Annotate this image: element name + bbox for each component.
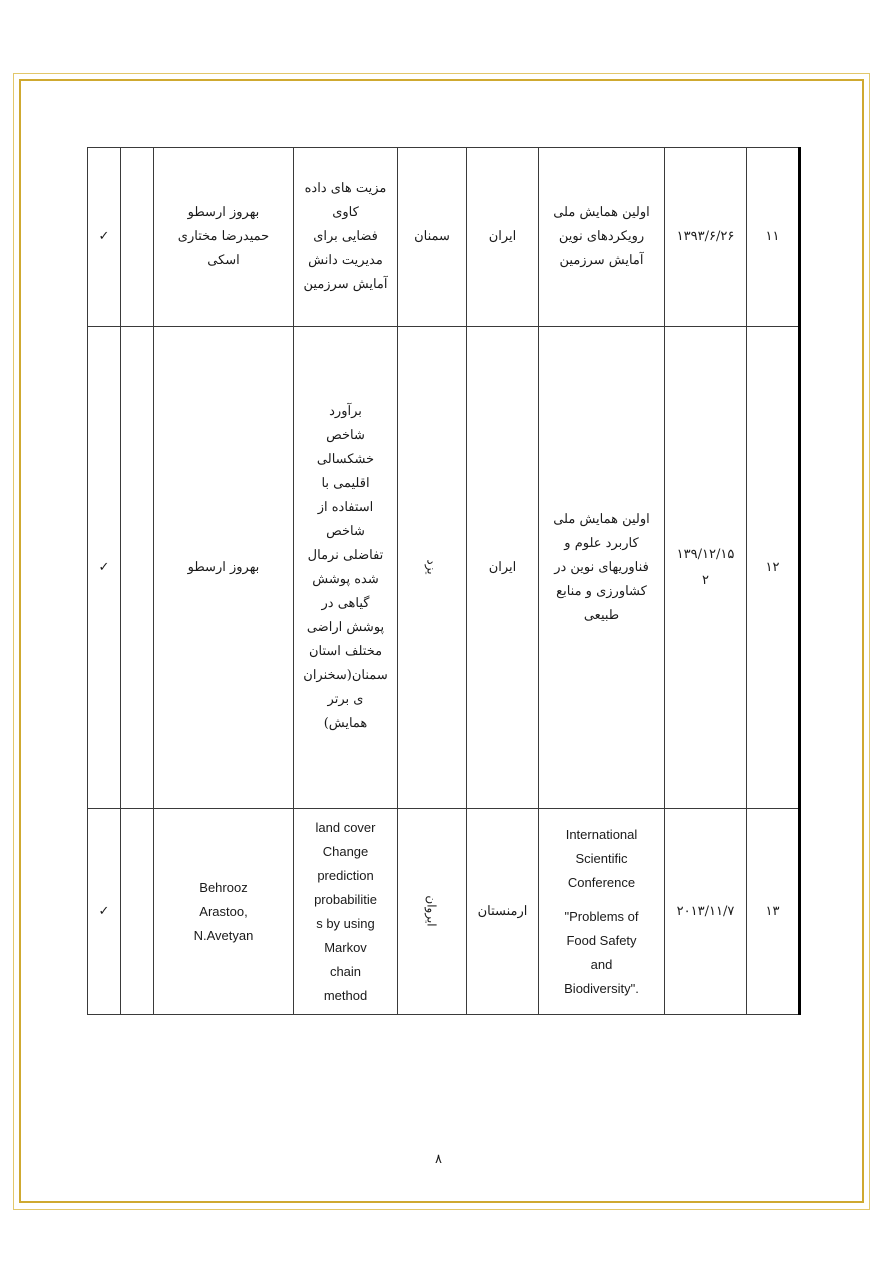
city-cell — [398, 327, 467, 809]
conference-line: آمایش سرزمین — [559, 253, 644, 268]
date-text-continued: ۲ — [702, 572, 709, 588]
table-row — [88, 809, 800, 1015]
city-text-rotated: ایروان — [425, 895, 439, 927]
check-mark-icon: ✓ — [88, 148, 121, 327]
city-text-rotated: یزد — [425, 559, 439, 575]
title-line: شاخص — [326, 427, 365, 443]
title-line: گیاهی در — [321, 595, 370, 611]
title-line: land cover — [315, 819, 376, 835]
conference-line: Scientific — [575, 850, 628, 866]
paper-title-cell — [294, 148, 398, 327]
date-text: ۲۰۱۳/۱۱/۷ — [676, 903, 735, 919]
title-line: مدیریت دانش — [308, 253, 383, 268]
title-line: آمایش سرزمین — [303, 277, 388, 292]
conference-line: کاربرد علوم و — [564, 535, 639, 551]
paper-title-cell — [294, 327, 398, 809]
date-text: ۱۳۹۳/۶/۲۶ — [676, 229, 735, 244]
check-mark-icon: ✓ — [88, 327, 121, 809]
title-line: پوشش اراضی — [306, 619, 385, 635]
conference-line: Food Safety — [566, 932, 637, 948]
conference-line: رویکردهای نوین — [558, 229, 645, 244]
check-mark-icon: ✓ — [88, 809, 121, 1015]
empty-cell — [121, 148, 154, 327]
table-row — [88, 327, 800, 809]
country-cell: ارمنستان — [467, 809, 539, 1015]
author-line: اسکی — [207, 253, 240, 268]
row-number-cell: ۱۲ — [747, 327, 800, 809]
author-line: بهروز ارسطو — [187, 205, 260, 220]
title-line: برآورد — [329, 403, 362, 419]
conference-cell — [539, 148, 665, 327]
date-cell — [665, 148, 747, 327]
country-cell: ایران — [467, 148, 539, 327]
conference-line: اولین همایش ملی — [553, 511, 650, 527]
authors-cell — [154, 809, 294, 1015]
title-line: chain — [329, 963, 362, 979]
conference-line: "Problems of — [564, 908, 639, 924]
empty-cell — [121, 809, 154, 1015]
author-line: Arastoo, — [199, 903, 248, 919]
title-line: سمنان(سخنران — [303, 667, 388, 683]
title-line: ی برتر — [327, 691, 364, 707]
city-cell — [398, 809, 467, 1015]
title-line: کاوی — [332, 205, 359, 220]
country-cell: ایران — [467, 327, 539, 809]
city-cell: سمنان — [398, 148, 467, 327]
row-number-cell: ۱۳ — [747, 809, 800, 1015]
title-line: تفاضلی نرمال — [307, 547, 384, 563]
authors-cell — [154, 327, 294, 809]
page-number: ۸ — [435, 1152, 442, 1167]
conference-line: اولین همایش ملی — [553, 205, 650, 220]
title-line: استفاده از — [317, 499, 374, 515]
row-number-cell: ۱۱ — [747, 148, 800, 327]
conference-line: کشاورزی و منابع — [556, 583, 647, 599]
author-line: N.Avetyan — [193, 927, 254, 943]
title-line: مختلف استان — [308, 643, 383, 659]
authors-cell — [154, 148, 294, 327]
title-line: s by using — [316, 915, 375, 931]
title-line: فضایی برای — [313, 229, 378, 244]
empty-cell — [121, 327, 154, 809]
conference-cell — [539, 809, 665, 1015]
author-line: Behrooz — [199, 879, 248, 895]
title-line: شده پوشش — [312, 571, 379, 587]
conference-line: and — [590, 956, 613, 972]
conference-line: Biodiversity". — [564, 980, 639, 996]
conference-line: طبیعی — [583, 607, 620, 623]
publications-table — [87, 147, 801, 1015]
conference-cell — [539, 327, 665, 809]
title-line: probabilitie — [314, 891, 377, 907]
conference-line: فناوریهای نوین در — [554, 559, 649, 575]
title-line: همایش) — [323, 715, 368, 731]
date-cell — [665, 327, 747, 809]
title-line: خشکسالی — [316, 451, 375, 467]
title-line: مزیت های داده — [304, 181, 387, 196]
table-row — [88, 148, 800, 327]
conference-line: Conference — [567, 874, 636, 890]
conference-line: International — [565, 826, 638, 842]
author-line: حمیدرضا مختاری — [177, 229, 270, 244]
title-line: Change — [322, 843, 369, 859]
paper-title-cell — [294, 809, 398, 1015]
title-line: اقلیمی با — [321, 475, 370, 491]
date-cell — [665, 809, 747, 1015]
title-line: prediction — [317, 867, 374, 883]
title-line: method — [323, 987, 368, 1003]
title-line: Markov — [324, 939, 367, 955]
author-line: بهروز ارسطو — [187, 559, 260, 575]
date-text: ۱۳۹/۱۲/۱۵ — [676, 546, 735, 562]
title-line: شاخص — [326, 523, 365, 539]
